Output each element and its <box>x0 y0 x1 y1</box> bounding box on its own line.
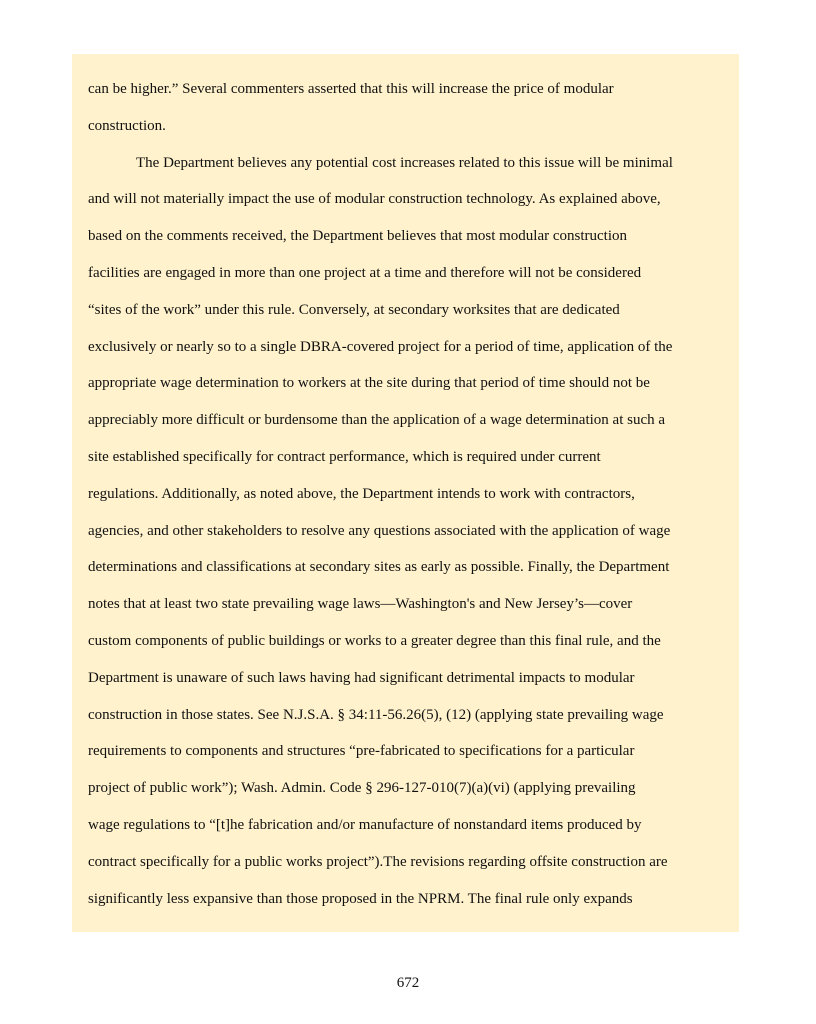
text-line: project of public work”); Wash. Admin. Code § 296-127-010(7)(a)(vi) (applying prevailing <box>88 780 636 797</box>
text-line: appreciably more difficult or burdensome than the application of a wage determination at such a <box>88 412 666 429</box>
text-line: “sites of the work” under this rule. Conversely, at secondary worksites that are dedicated <box>88 301 620 318</box>
text-line: exclusively or nearly so to a single DBRA-covered project for a period of time, application of the <box>88 338 673 355</box>
text-line: site established specifically for contract performance, which is required under current <box>88 448 601 465</box>
text-line: and will not materially impact the use of modular construction technology. As explained above, <box>88 191 661 208</box>
paragraph-first-line: The Department believes any potential cost increases related to this issue will be minimal <box>136 154 673 171</box>
text-line: based on the comments received, the Department believes that most modular construction <box>88 228 628 245</box>
text-line: construction in those states. See N.J.S.A. § 34:11-56.26(5), (12) (applying state prevailing wage <box>88 706 664 723</box>
text-line: facilities are engaged in more than one project at a time and therefore will not be considered <box>88 264 642 281</box>
text-line: appropriate wage determination to workers at the site during that period of time should not be <box>88 375 650 392</box>
text-line: wage regulations to “[t]he fabrication and/or manufacture of nonstandard items produced by <box>88 816 642 833</box>
text-line: notes that at least two state prevailing wage laws—Washington's and New Jersey’s—cover <box>88 596 633 613</box>
text-line: determinations and classifications at secondary sites as early as possible. Finally, the Department <box>88 559 670 576</box>
text-line: requirements to components and structures “pre-fabricated to specifications for a particular <box>88 743 635 760</box>
text-line: Department is unaware of such laws having had significant detrimental impacts to modular <box>88 669 635 686</box>
text-line: significantly less expansive than those proposed in the NPRM. The final rule only expands <box>88 890 633 907</box>
text-line: custom components of public buildings or works to a greater degree than this final rule, and the <box>88 632 661 649</box>
text-line: agencies, and other stakeholders to resolve any questions associated with the application of wage <box>88 522 671 539</box>
text-line: can be higher.” Several commenters asserted that this will increase the price of modular <box>88 81 614 97</box>
text-line: construction. <box>88 117 166 134</box>
text-line: contract specifically for a public works project”).The revisions regarding offsite construction are <box>88 853 668 870</box>
page-number: 672 <box>396 975 420 991</box>
text-line: regulations. Additionally, as noted above, the Department intends to work with contractors, <box>88 485 635 502</box>
document-body <box>88 71 728 917</box>
